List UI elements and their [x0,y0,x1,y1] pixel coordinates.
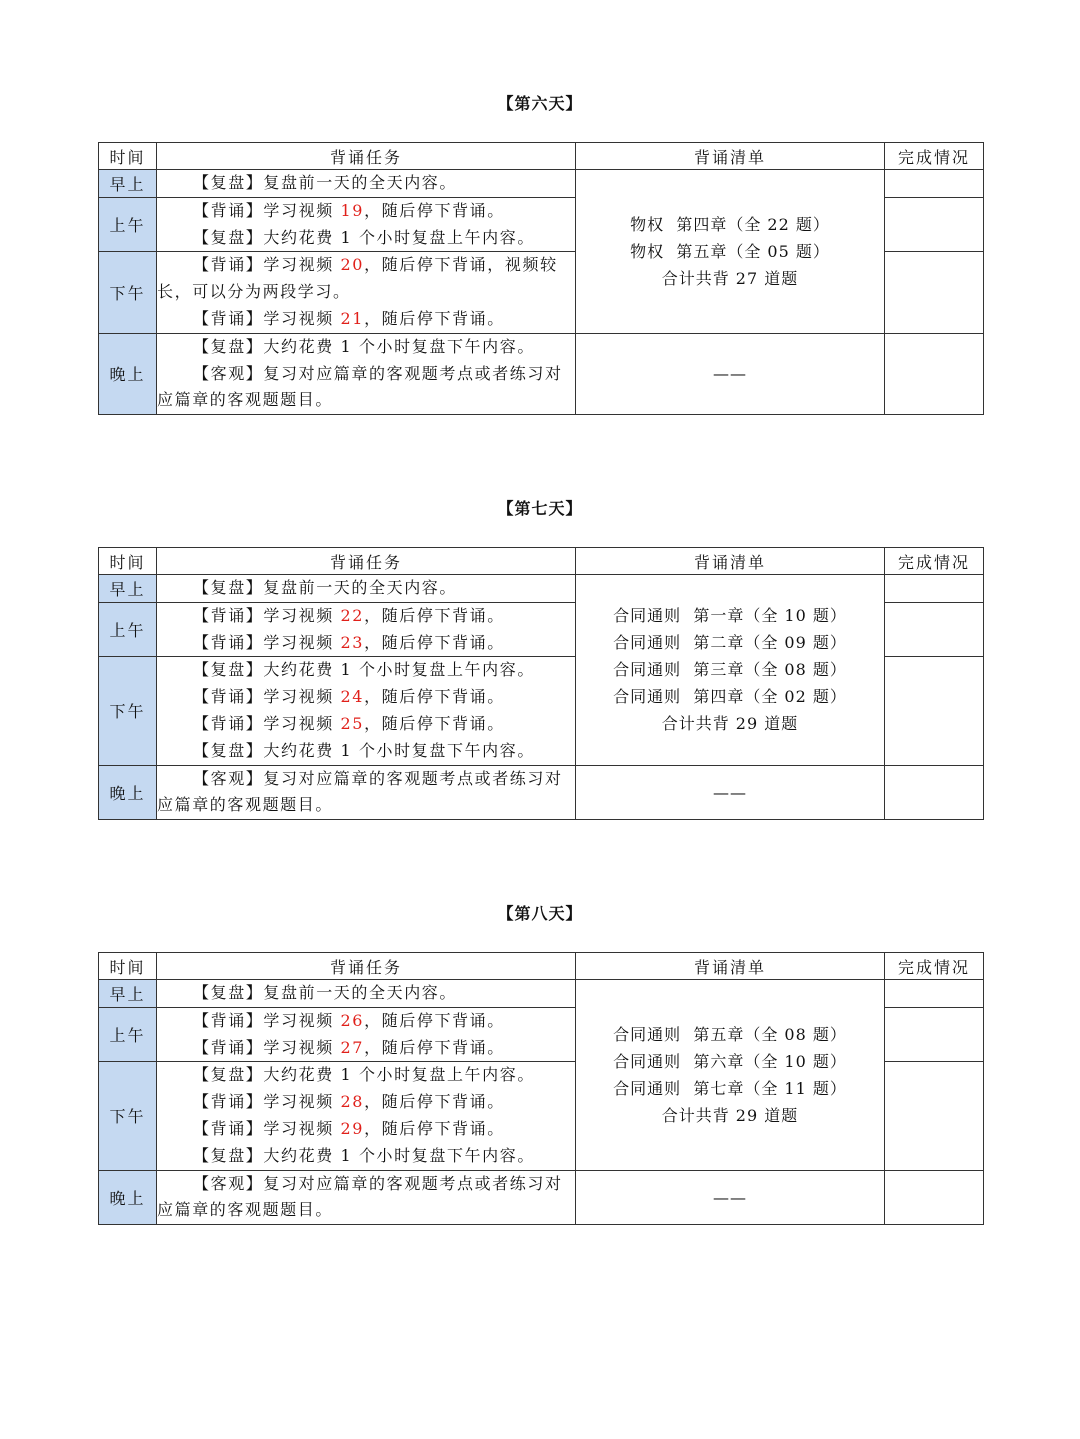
period-evening: 晚上 [99,765,157,820]
header-time: 时间 [99,953,157,980]
header-status: 完成情况 [885,143,984,170]
status-cell[interactable] [885,1062,984,1170]
list-item: 物权 第五章（全 05 题） [630,241,830,261]
period-afternoon: 下午 [99,1062,157,1170]
list-item: 合同通则 第七章（全 11 题） [613,1078,847,1098]
task-line: 【背诵】学习视频 28，随后停下背诵。 [193,1092,505,1112]
period-forenoon: 上午 [99,602,157,657]
task-line: 【复盘】大约花费 1 个小时复盘上午内容。 [193,1065,535,1085]
list-item: 合同通则 第二章（全 09 题） [613,633,847,653]
header-status: 完成情况 [885,953,984,980]
dash: —— [713,782,747,802]
header-task: 背诵任务 [157,143,576,170]
recite-list-empty [576,1170,885,1225]
task-line: 【背诵】学习视频 23，随后停下背诵。 [193,632,505,652]
recite-list-empty [576,333,885,414]
status-cell[interactable] [885,765,984,820]
task-cell [157,657,576,765]
status-cell[interactable] [885,602,984,657]
task-line: 【背诵】学习视频 27，随后停下背诵。 [193,1037,505,1057]
day-title: 【第六天】 [497,94,583,113]
status-cell[interactable] [885,170,984,198]
status-cell[interactable] [885,252,984,333]
header-time: 时间 [99,548,157,575]
header-status: 完成情况 [885,548,984,575]
schedule-table [98,952,984,1225]
period-forenoon: 上午 [99,1007,157,1062]
period-afternoon: 下午 [99,252,157,333]
header-list: 背诵清单 [576,548,885,575]
status-cell[interactable] [885,980,984,1008]
task-cell [157,765,576,820]
task-cell [157,1007,576,1062]
video-number: 19 [340,200,365,220]
recite-list [576,980,885,1171]
period-evening: 晚上 [99,1170,157,1225]
list-item: 合同通则 第三章（全 08 题） [613,660,847,680]
task-cell [157,602,576,657]
task-line: 【背诵】学习视频 21，随后停下背诵。 [193,308,505,328]
list-item: 合同通则 第四章（全 02 题） [613,687,847,707]
task-cell [157,333,576,414]
list-item: 合计共背 27 道题 [661,268,799,288]
status-cell[interactable] [885,333,984,414]
video-number: 28 [340,1092,365,1112]
task-line: 【客观】复习对应篇章的客观题考点或者练习对应篇章的客观题题目。 [157,363,563,410]
list-item: 合计共背 29 道题 [661,1105,799,1125]
status-cell[interactable] [885,1007,984,1062]
task-line: 【复盘】大约花费 1 个小时复盘下午内容。 [193,740,535,760]
task-cell [157,252,576,333]
period-morning: 早上 [99,170,157,198]
header-time: 时间 [99,143,157,170]
list-item: 合同通则 第一章（全 10 题） [613,606,847,626]
dash: —— [713,364,747,384]
task-cell [157,980,576,1008]
day-title: 【第七天】 [497,499,583,518]
task-line: 【复盘】复盘前一天的全天内容。 [193,173,458,192]
task-line: 【背诵】学习视频 25，随后停下背诵。 [193,713,505,733]
task-line: 【客观】复习对应篇章的客观题考点或者练习对应篇章的客观题题目。 [157,1173,563,1220]
header-list: 背诵清单 [576,143,885,170]
recite-list [576,170,885,334]
day-title: 【第八天】 [497,904,583,923]
status-cell[interactable] [885,1170,984,1225]
task-cell [157,197,576,252]
video-number: 27 [340,1037,365,1057]
task-line: 【客观】复习对应篇章的客观题考点或者练习对应篇章的客观题题目。 [157,768,563,815]
task-line: 【背诵】学习视频 19，随后停下背诵。 [193,200,505,220]
status-cell[interactable] [885,657,984,765]
task-line: 【复盘】大约花费 1 个小时复盘上午内容。 [193,227,535,247]
task-line: 【复盘】复盘前一天的全天内容。 [193,983,458,1002]
recite-list-empty [576,765,885,820]
recite-list [576,575,885,766]
video-number: 24 [340,687,365,707]
video-number: 21 [340,308,365,328]
task-line: 【背诵】学习视频 26，随后停下背诵。 [193,1010,505,1030]
task-cell [157,575,576,603]
list-item: 合同通则 第六章（全 10 题） [613,1051,847,1071]
task-line: 【复盘】复盘前一天的全天内容。 [193,578,458,597]
header-list: 背诵清单 [576,953,885,980]
task-line: 【复盘】大约花费 1 个小时复盘上午内容。 [193,660,535,680]
task-line: 【复盘】大约花费 1 个小时复盘下午内容。 [193,1145,535,1165]
header-task: 背诵任务 [157,953,576,980]
list-item: 合同通则 第五章（全 08 题） [613,1024,847,1044]
video-number: 23 [340,632,365,652]
period-morning: 早上 [99,575,157,603]
task-line: 【背诵】学习视频 29，随后停下背诵。 [193,1118,505,1138]
video-number: 20 [340,255,365,275]
period-afternoon: 下午 [99,657,157,765]
video-number: 22 [340,605,365,625]
schedule-table [98,547,984,820]
video-number: 29 [340,1118,365,1138]
task-line: 【背诵】学习视频 24，随后停下背诵。 [193,687,505,707]
task-line: 【背诵】学习视频 20，随后停下背诵，视频较长，可以分为两段学习。 [157,255,558,302]
period-forenoon: 上午 [99,197,157,252]
status-cell[interactable] [885,575,984,603]
video-number: 25 [340,713,365,733]
task-line: 【复盘】大约花费 1 个小时复盘下午内容。 [193,336,535,356]
list-item: 物权 第四章（全 22 题） [630,214,830,234]
task-cell [157,1062,576,1170]
status-cell[interactable] [885,197,984,252]
period-morning: 早上 [99,980,157,1008]
video-number: 26 [340,1010,365,1030]
period-evening: 晚上 [99,333,157,414]
task-cell [157,1170,576,1225]
list-item: 合计共背 29 道题 [661,714,799,734]
task-cell [157,170,576,198]
dash: —— [713,1187,747,1207]
schedule-table [98,142,984,415]
header-task: 背诵任务 [157,548,576,575]
task-line: 【背诵】学习视频 22，随后停下背诵。 [193,605,505,625]
